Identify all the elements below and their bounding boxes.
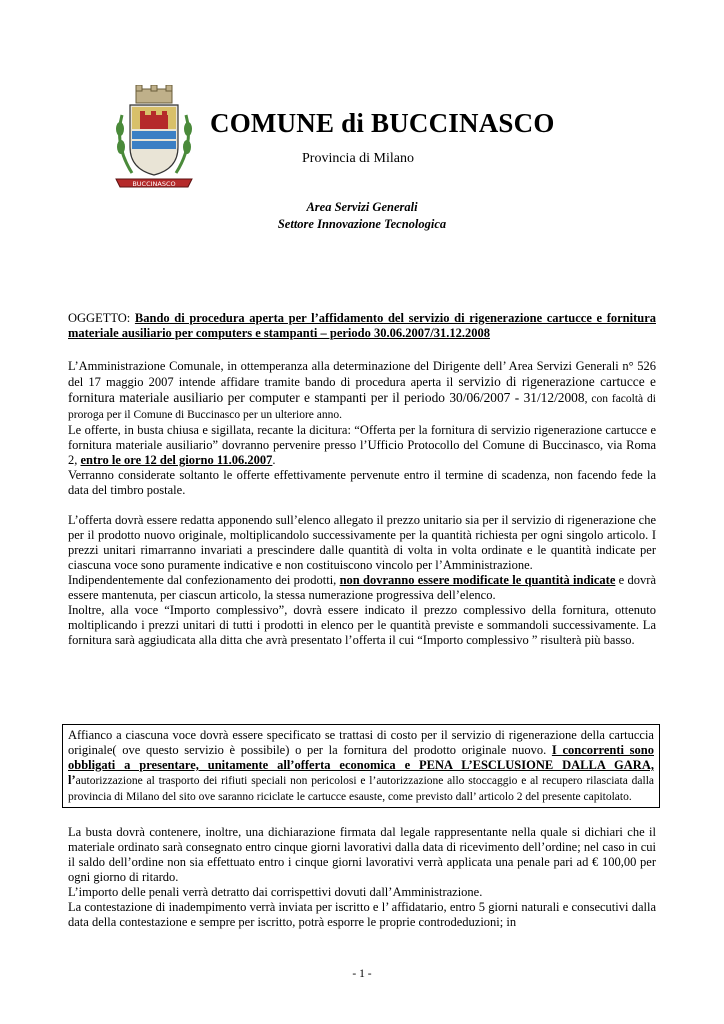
paragraph-offer-drafting: L’offerta dovrà essere redatta apponendo sull’elenco allegato il prezzo unitario sia per il servizio di rigenerazione che per il prodotto nuovo originale, moltiplicandolo successivamente per la quantità richiesta per ogni singolo articolo. I prezzi unitari rimarranno invariati a prescindere dalle quantità di volta in volta ordinate e le quantità indicate per ciascuna voce sono puramente indicative e non costituiscono vincolo per l’Amministrazione. — [68, 513, 656, 572]
page-number: - 1 - — [352, 968, 372, 980]
paragraph-deadline: Verranno considerate soltanto le offerte effettivamente pervenute entro il termine di scadenza, non facendo fede la data del timbro postale. — [68, 468, 656, 497]
sector-name: Settore Innovazione Tecnologica — [277, 217, 447, 231]
main-text — [68, 359, 656, 648]
box-text-intro: Affianco a ciascuna voce dovrà essere specificato se trattasi di costo per il servizio di rigenerazione della cartuccia originale( ove questo servizio è possibile) o per la fornitura del prodotto originale nuovo. — [68, 728, 654, 757]
box-obligation: I concorrenti sono obbligati a presentare, unitamente all’offerta economica e PENA L’ESCLUSIONE DALLA GARA, — [68, 743, 654, 772]
subject-paragraph — [68, 311, 656, 341]
paragraph-total-amount: Inoltre, alla voce “Importo complessivo”, dovrà essere indicato il prezzo complessivo della fornitura, ottenuto moltiplicando i prezzi unitari di tutti i prodotti in elenco per le quantità previste e sommandoli successivamente. La fornitura sarà aggiudicata alla ditta che avrà presentato l’offerta il cui “Importo complessivo ” risulterà più basso. — [68, 603, 656, 647]
paragraph-contestation: La contestazione di inadempimento verrà inviata per iscritto e l’ affidatario, entro 5 giorni naturali e consecutivi dalla data della contestazione e sempre per iscritto, potrà esporre le proprie controdeduzioni; in — [68, 900, 656, 929]
page-subtitle: Provincia di Milano — [302, 151, 414, 166]
crest-banner-text: BUCCINASCO — [132, 180, 176, 188]
box-authorization: autorizzazione al trasporto dei rifiuti speciali non pericolosi e l’autorizzazione allo stoccaggio e al recupero rilasciata dalla provincia di Milano del sito ove saranno riciclate le cartucce esauste, come previsto dall’ articolo 2 del presente capitolato. — [68, 775, 654, 803]
paragraph-delivery: La busta dovrà contenere, inoltre, una dichiarazione firmata dal legale rappresentante nella quale si dichiari che il materiale ordinato sarà consegnato entro cinque giorni lavorativi dalla data di ricevimento dell’ordine; nel caso in cui il saldo dell’ordine non sia effettuato entro i cinque giorni lavorativi verrà applicata una penale pari ad € 100,00 per ogni giorno di ritardo. — [68, 825, 656, 884]
subject-text: Bando di procedura aperta per l’affidamento del servizio di rigenerazione cartucce e fornitura materiale ausiliario per computers e stampanti – periodo 30.06.2007/31.12.2008 — [68, 311, 656, 340]
paragraph-quantities: Indipendentemente dal confezionamento dei prodotti, non dovranno essere modificate le quantità indicate e dovrà essere mantenuta, per ciascun articolo, la stessa numerazione progressiva dell’elenco. — [68, 573, 656, 602]
paragraph-penalties: L’importo delle penali verrà detratto dai corrispettivi dovuti dall’Amministrazione. — [68, 885, 483, 899]
paragraph-determination: L’Amministrazione Comunale, in ottemperanza alla determinazione del Dirigente dell’ Area Servizi Generali n° 526 del 17 maggio 2007 intende affidare tramite bando di procedura aperta il servizio di rigenerazione cartucce e fornitura materiale ausiliario per computer e stampanti per il periodo 30/06/2007 - 31/12/2008, con facoltà di proroga per il Comune di Buccinasco per un ulteriore anno. — [68, 359, 656, 421]
boxed-notice: Affianco a ciascuna voce dovrà essere specificato se trattasi di costo per il servizio di rigenerazione della cartuccia originale( ove questo servizio è possibile) o per la fornitura del prodotto originale nuovo. I concorrenti sono obbligati a presentare, unitamente all’offerta economica e PENA L’ESCLUSIONE DALLA GARA, l’autorizzazione al trasporto dei rifiuti speciali non pericolosi e l’autorizzazione allo stoccaggio e al recupero rilasciata dalla provincia di Milano del sito ove saranno riciclate le cartucce esauste, come previsto dall’ articolo 2 del presente capitolato. — [62, 724, 660, 808]
department-name: Area Servizi Generali — [306, 200, 418, 214]
paragraph-offers: Le offerte, in busta chiusa e sigillata, recante la dicitura: “Offerta per la fornitura di servizio rigenerazione cartucce e fornitura materiale ausiliario” dovranno pervenire presso l’Ufficio Protocollo del Comune di Buccinasco, via Roma 2, entro le ore 12 del giorno 11.06.2007. — [68, 423, 656, 467]
subject-label: OGGETTO: — [68, 311, 135, 325]
lower-text — [68, 825, 656, 930]
municipal-crest-logo — [112, 85, 196, 193]
page-title: COMUNE di BUCCINASCO — [210, 108, 555, 138]
